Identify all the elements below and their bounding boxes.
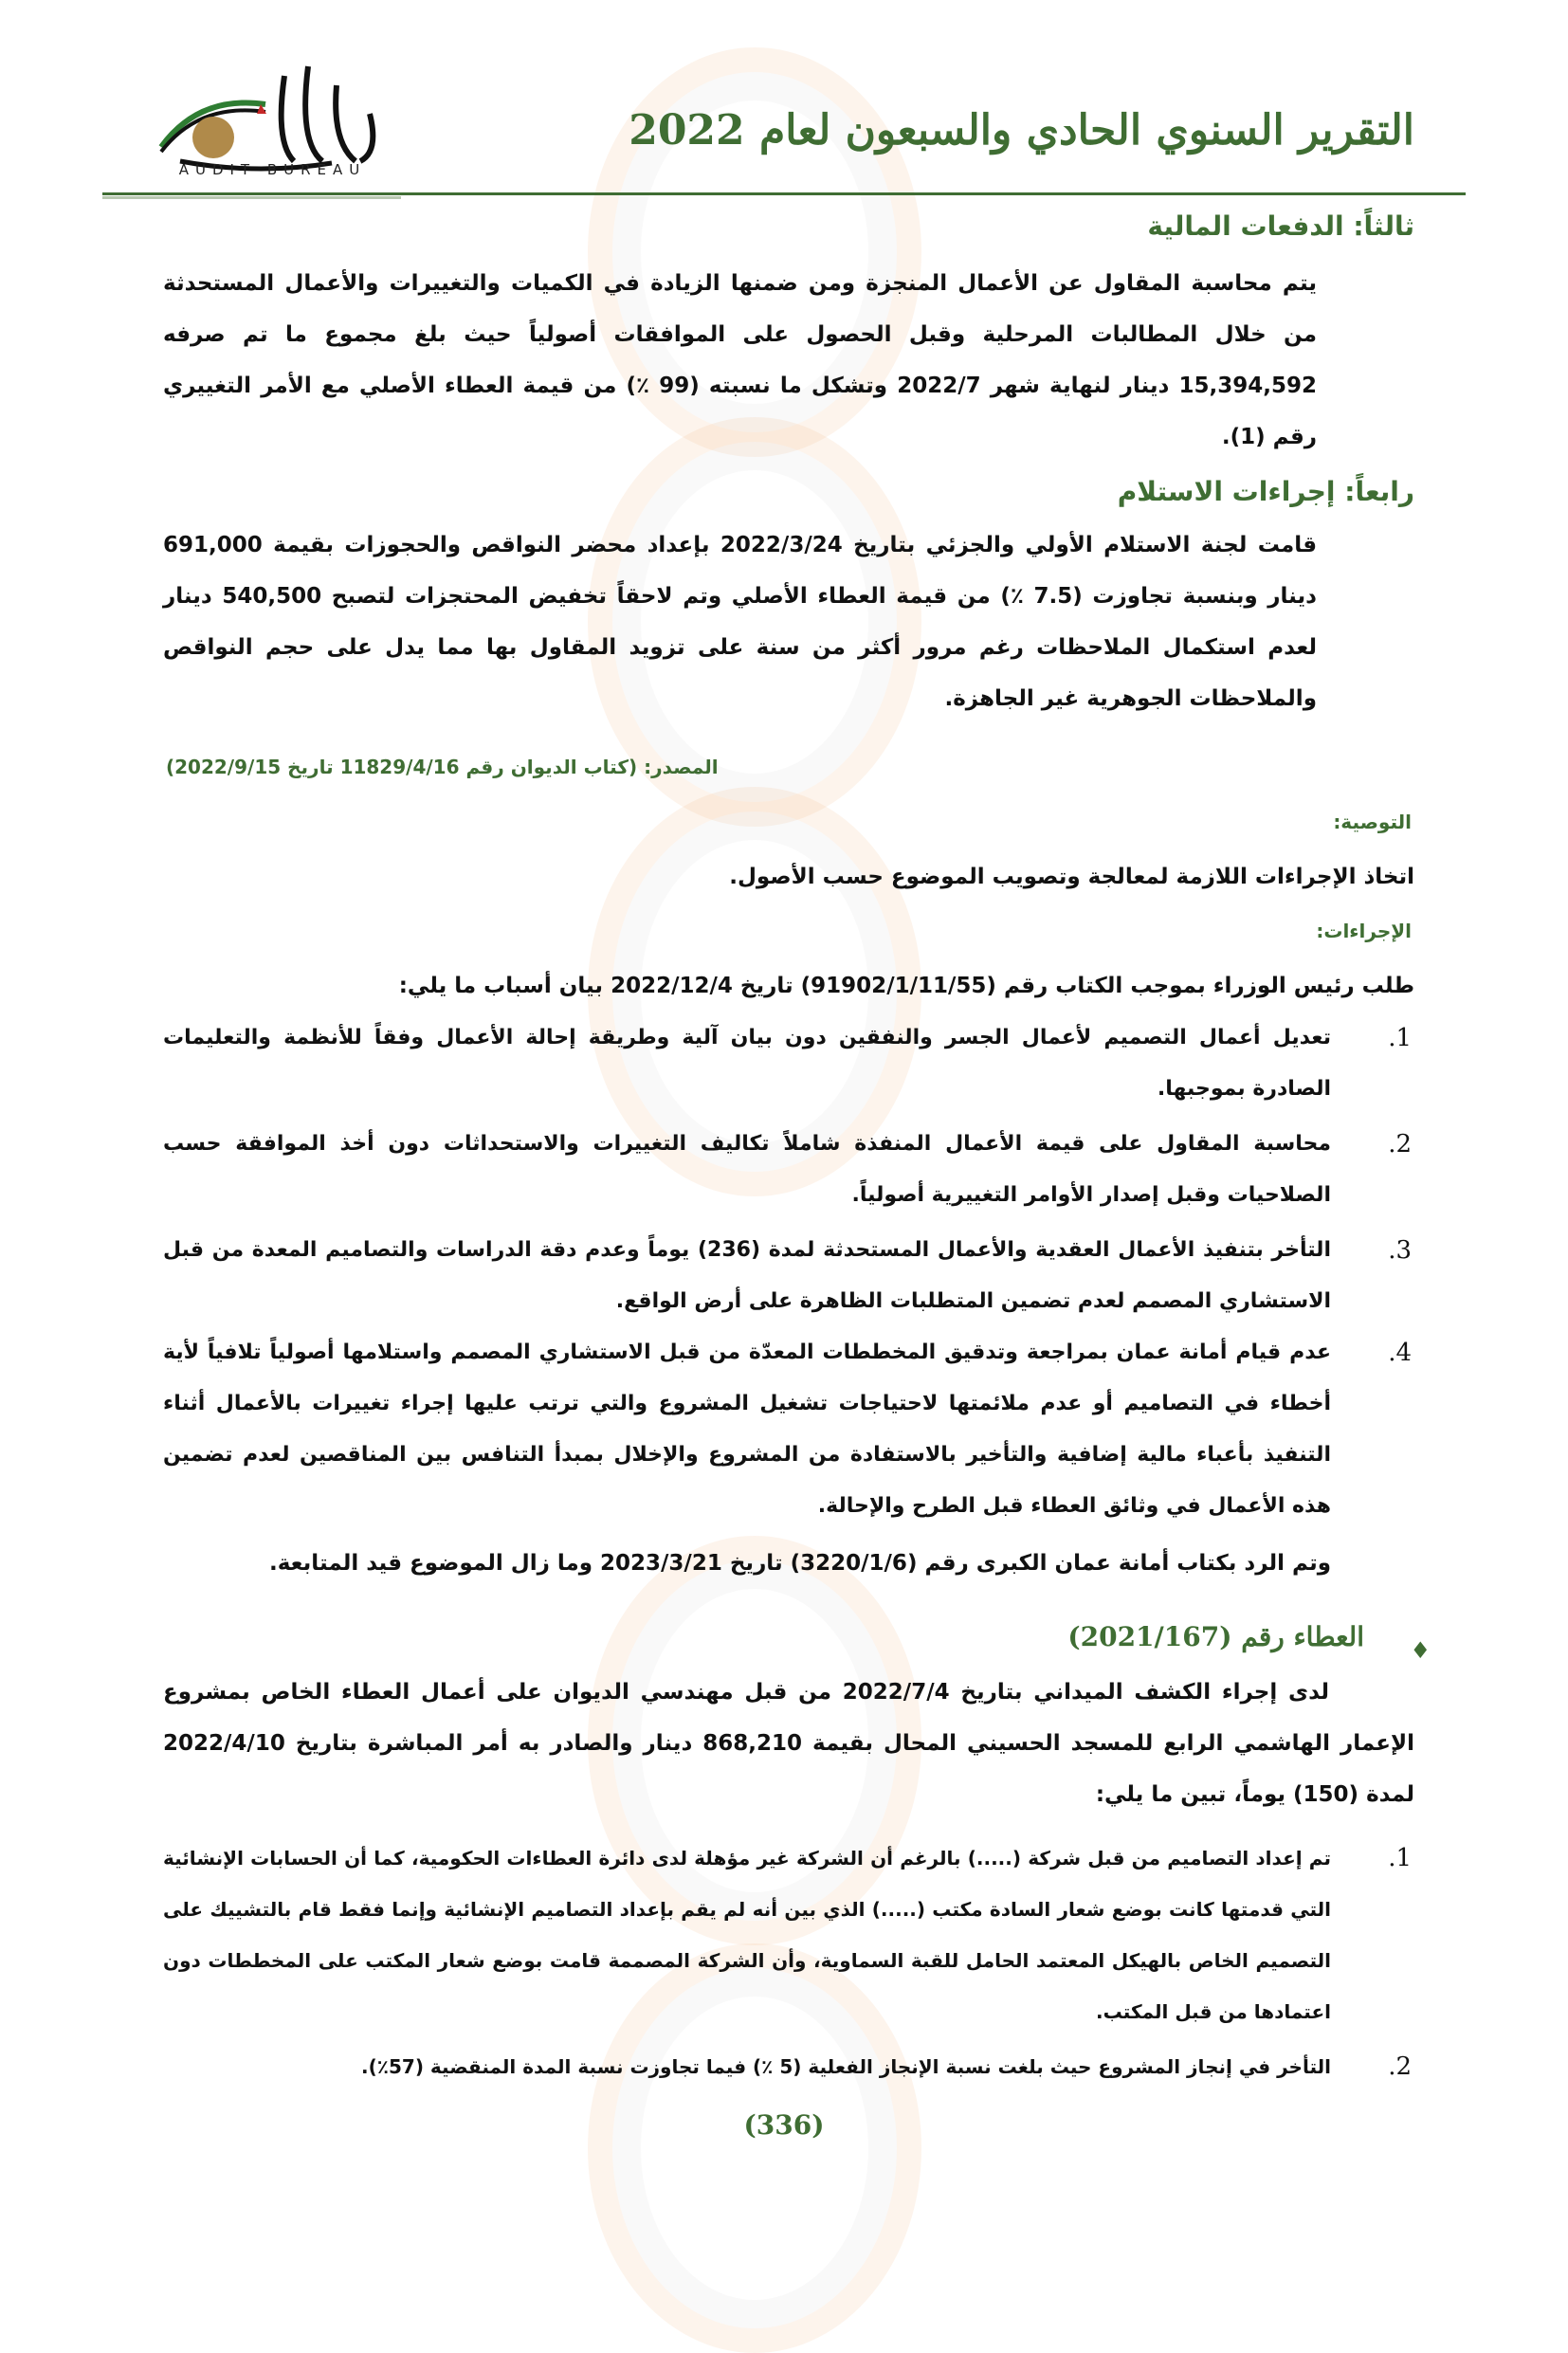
recommendation-text: اتخاذ الإجراءات اللازمة لمعالجة وتصويب الموضوع حسب الأصول. bbox=[729, 865, 1414, 889]
header-divider-accent bbox=[102, 196, 401, 199]
item-text: تم إعداد التصاميم من قبل شركة (.....) بالرغم أن الشركة غير مؤهلة لدى دائرة العطاءات الحكومية، كما أن الحسابات الإنشائية التي قدمتها كانت بوضع شعار السادة مكتب (.....) الذي بين أنه لم يقم بإعداد التصاميم الإنشائية وإنما فقط قام بالتشييك على التصميم الخاص بالهيكل المعتمد الحامل للقبة السماوية، وأن الشركة المصممة قامت بوضع شعار المكتب على المخططات دون اعتمادها من قبل المكتب. bbox=[163, 1847, 1331, 2023]
section-handover-text: قامت لجنة الاستلام الأولي والجزئي بتاريخ 2022/3/24 بإعداد محضر النواقص والحجوزات بقيمة 691,000 دينار وبنسبة تجاوزت (7.5 ٪) من قيمة العطاء الأصلي وتم لاحقاً تخفيض المحتجزات لتصبح 540,500 دينار لعدم استكمال الملاحظات رغم مرور أكثر من سنة على تزويد المقاول بها مما يدل على حجم النواقص والملاحظات الجوهرية غير الجاهزة. bbox=[163, 533, 1317, 711]
item-text: تعديل أعمال التصميم لأعمال الجسر والنفقين دون بيان آلية وطريقة إحالة الأعمال وفقاً للأنظمة والتعليمات الصادرة بموجبها. bbox=[163, 1026, 1331, 1101]
page-number: (336) bbox=[743, 2109, 825, 2141]
action-item bbox=[163, 1119, 1412, 1223]
recommendation-label: التوصية: bbox=[1333, 811, 1412, 833]
item-number: 4. bbox=[1388, 1339, 1412, 1367]
section-heading-handover: رابعاً: إجراءات الاستلام bbox=[1117, 476, 1414, 507]
item-number: 1. bbox=[1388, 1844, 1412, 1872]
source-reference: المصدر: (كتاب الديوان رقم 11829/4/16 تاريخ 2022/9/15) bbox=[166, 756, 719, 778]
action-item bbox=[163, 1012, 1412, 1117]
report-title: التقرير السنوي الحادي والسبعون لعام 2022 bbox=[629, 106, 1414, 155]
logo-subtitle: AUDIT BUREAU bbox=[178, 161, 367, 178]
item-text: التأخر في إنجاز المشروع حيث بلغت نسبة الإنجاز الفعلية (5 ٪) فيما تجاوزت نسبة المدة المنقضية (57٪). bbox=[361, 2055, 1331, 2078]
actions-reply: وتم الرد بكتاب أمانة عمان الكبرى رقم (3220/1/6) تاريخ 2023/3/21 وما زال الموضوع قيد المتابعة. bbox=[269, 1551, 1331, 1576]
bullet-diamond-icon: ♦ bbox=[1410, 1637, 1431, 1664]
action-item bbox=[163, 1327, 1412, 1536]
section-payments-text: يتم محاسبة المقاول عن الأعمال المنجزة ومن ضمنها الزيادة في الكميات والتغييرات والأعمال المستحدثة من خلال المطالبات المرحلية وقبل الحصول على الموافقات أصولياً حيث بلغ مجموع ما تم صرفه 15,394,592 دينار لنهاية شهر 2022/7 وتشكل ما نسبته (99 ٪) من قيمة العطاء الأصلي مع الأمر التغييري رقم (1). bbox=[163, 271, 1317, 449]
action-item bbox=[163, 1225, 1412, 1329]
item-text: التأخر بتنفيذ الأعمال العقدية والأعمال المستحدثة لمدة (236) يوماً وعدم دقة الدراسات والتصاميم المعدة من قبل الاستشاري المصمم لعدم تضمين المتطلبات الظاهرة على أرض الواقع. bbox=[163, 1238, 1331, 1313]
actions-intro: طلب رئيس الوزراء بموجب الكتاب رقم (91902/1/11/55) تاريخ 2022/12/4 بيان أسباب ما يلي: bbox=[398, 974, 1414, 998]
item-number: 1. bbox=[1388, 1024, 1412, 1052]
item-text: عدم قيام أمانة عمان بمراجعة وتدقيق المخططات المعدّة من قبل الاستشاري المصمم واستلامها أصولياً تلافياً لأية أخطاء في التصاميم أو عدم ملائمتها لاحتياجات تشغيل المشروع والتي ترتب عليها إجراء تغييرات بالأعمال أثناء التنفيذ بأعباء مالية إضافية والتأخير بالاستفادة من المشروع والإخلال بمبدأ التنافس بين المناقصين لعدم تضمين هذه الأعمال في وثائق العطاء قبل الطرح والإحالة. bbox=[163, 1341, 1331, 1518]
tender-heading: العطاء رقم (2021/167) bbox=[1067, 1621, 1364, 1652]
tender-item bbox=[163, 1833, 1412, 2041]
tender-item bbox=[163, 2041, 1412, 2093]
tender-intro: لدى إجراء الكشف الميداني بتاريخ 2022/7/4 من قبل مهندسي الديوان على أعمال العطاء الخاص بمشروع الإعمار الهاشمي الرابع للمسجد الحسيني المحال بقيمة 868,210 دينار والصادر به أمر المباشرة بتاريخ 2022/4/10 لمدة (150) يوماً، تبين ما يلي: bbox=[163, 1680, 1415, 1807]
section-heading-payments: ثالثاً: الدفعات المالية bbox=[1147, 210, 1414, 242]
item-text: محاسبة المقاول على قيمة الأعمال المنفذة شاملاً تكاليف التغييرات والاستحداثات دون أخذ الموافقة حسب الصلاحيات وقبل إصدار الأوامر التغييرية أصولياً. bbox=[163, 1132, 1331, 1207]
item-number: 3. bbox=[1388, 1236, 1412, 1265]
item-number: 2. bbox=[1388, 1130, 1412, 1158]
header-divider bbox=[102, 192, 1466, 195]
item-number: 2. bbox=[1388, 2052, 1412, 2081]
actions-label: الإجراءات: bbox=[1316, 920, 1412, 942]
